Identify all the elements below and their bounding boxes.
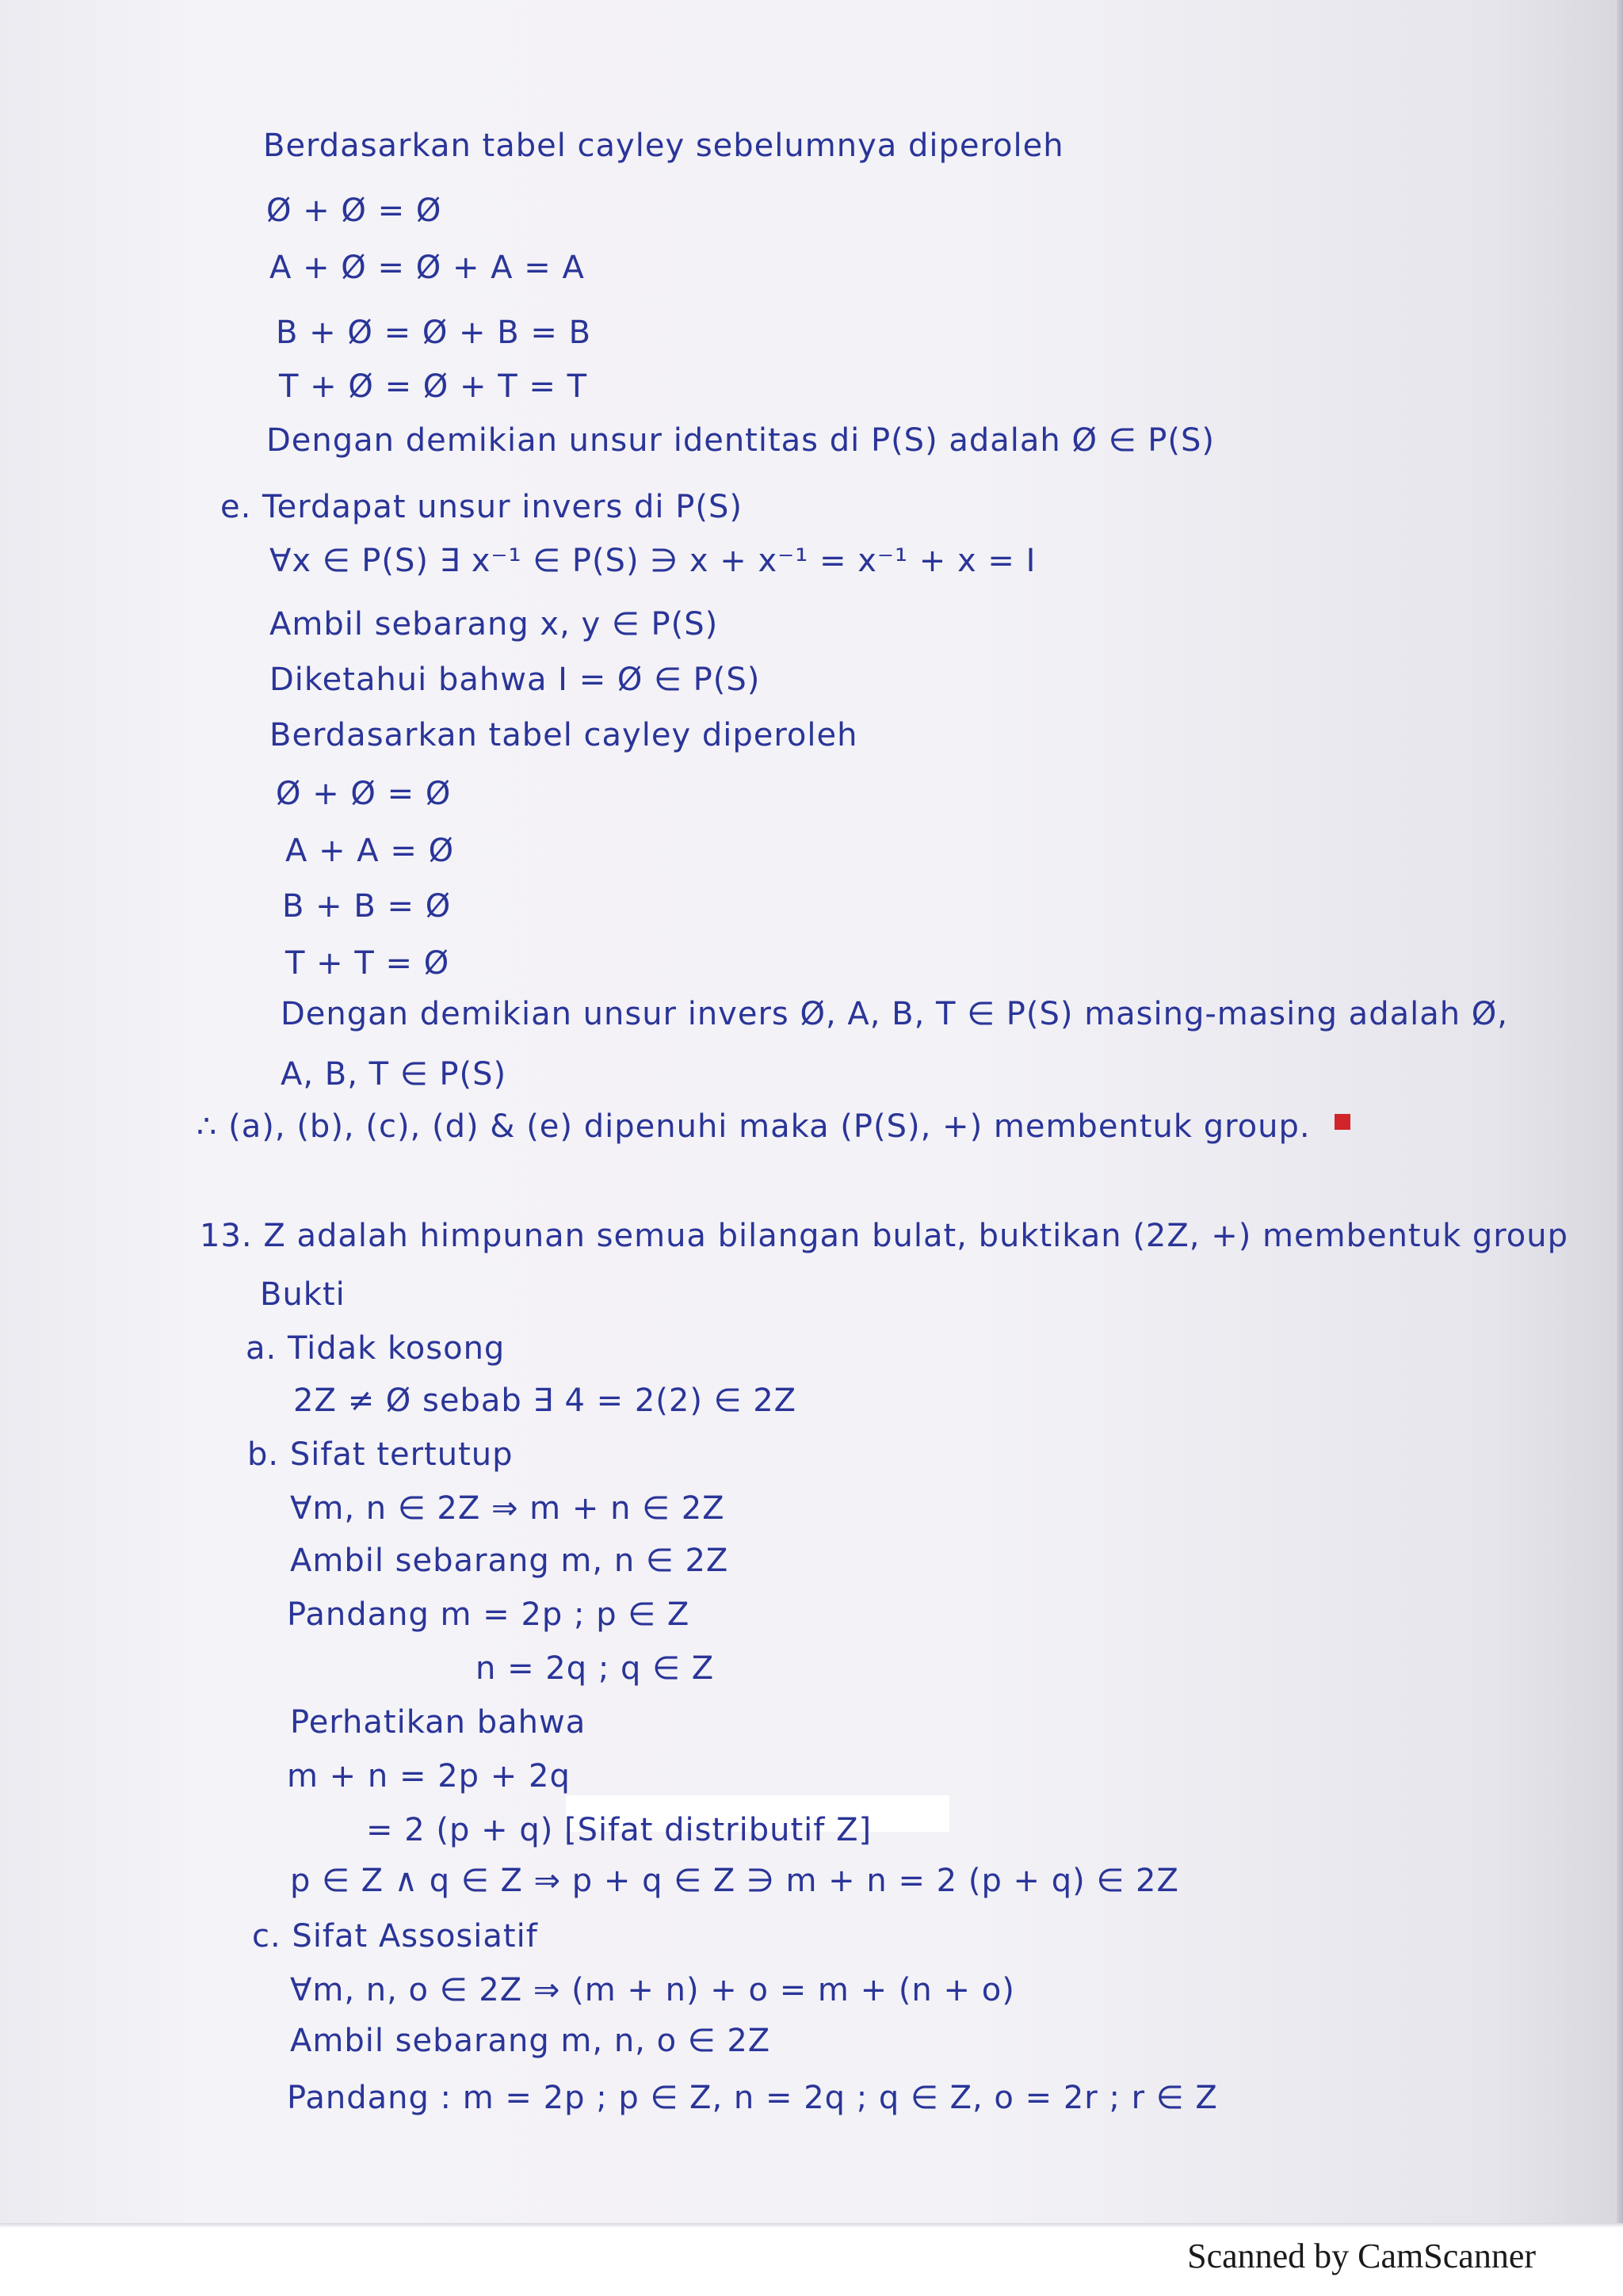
scanner-watermark: Scanned by CamScanner: [1187, 2237, 1536, 2275]
line-associative-definition: ∀m, n, o ∈ 2Z ⇒ (m + n) + o = m + (n + o): [290, 1972, 1015, 2008]
line-identity-t: T + Ø = Ø + T = T: [279, 368, 588, 405]
line-closure-let-m: Pandang m = 2p ; p ∈ Z: [287, 1596, 690, 1633]
line-not-empty-proof: 2Z ≠ Ø sebab ∃ 4 = 2(2) ∈ 2Z: [293, 1383, 797, 1419]
line-inverse-a: A + A = Ø: [285, 833, 455, 869]
heading-b-closure: b. Sifat tertutup: [247, 1436, 514, 1473]
line-observe: Perhatikan bahwa: [290, 1704, 586, 1741]
line-cayley-obtained: Berdasarkan tabel cayley diperoleh: [269, 717, 858, 753]
line-inverse-t: T + T = Ø: [285, 945, 450, 982]
line-closure-let-n: n = 2q ; q ∈ Z: [475, 1650, 715, 1687]
line-identity-b: B + Ø = Ø + B = B: [276, 315, 592, 351]
line-inverse-b: B + B = Ø: [282, 888, 452, 925]
heading-a-not-empty: a. Tidak kosong: [246, 1330, 506, 1367]
red-end-marker: [1335, 1114, 1350, 1130]
heading-c-associative: c. Sifat Assosiatif: [252, 1918, 538, 1955]
line-sum-factored: = 2 (p + q) [Sifat distributif Z]: [366, 1812, 873, 1848]
line-closure-conclusion: p ∈ Z ∧ q ∈ Z ⇒ p + q ∈ Z ∋ m + n = 2 (p + q) ∈ 2Z: [290, 1863, 1179, 1899]
line-cayley-intro: Berdasarkan tabel cayley sebelumnya diperoleh: [263, 128, 1064, 164]
paper-edge: [1617, 0, 1623, 2226]
line-bukti: Bukti: [260, 1276, 346, 1313]
problem-13-statement: 13. Z adalah himpunan semua bilangan bulat, buktikan (2Z, +) membentuk group: [200, 1218, 1569, 1254]
line-closure-definition: ∀m, n ∈ 2Z ⇒ m + n ∈ 2Z: [290, 1490, 725, 1527]
heading-e-inverse: e. Terdapat unsur invers di P(S): [220, 489, 743, 525]
line-closure-take-any: Ambil sebarang m, n ∈ 2Z: [290, 1543, 729, 1579]
line-associative-let: Pandang : m = 2p ; p ∈ Z, n = 2q ; q ∈ Z, o = 2r ; r ∈ Z: [287, 2080, 1218, 2116]
line-inverse-conclusion-cont: A, B, T ∈ P(S): [281, 1056, 507, 1093]
line-group-conclusion: ∴ (a), (b), (c), (d) & (e) dipenuhi maka (P(S), +) membentuk group.: [197, 1108, 1311, 1145]
line-identity-empty: Ø + Ø = Ø: [266, 193, 442, 229]
paper-bottom-edge: [0, 2223, 1623, 2228]
line-sum-expanded: m + n = 2p + 2q: [287, 1758, 571, 1794]
line-inverse-conclusion: Dengan demikian unsur invers Ø, A, B, T ∈ P(S) masing-masing adalah Ø,: [281, 996, 1508, 1032]
line-associative-take-any: Ambil sebarang m, n, o ∈ 2Z: [290, 2023, 771, 2059]
line-identity-conclusion: Dengan demikian unsur identitas di P(S) adalah Ø ∈ P(S): [266, 422, 1215, 459]
line-known-identity: Diketahui bahwa I = Ø ∈ P(S): [269, 662, 761, 698]
line-take-any-xy: Ambil sebarang x, y ∈ P(S): [269, 606, 719, 643]
line-inverse-empty: Ø + Ø = Ø: [276, 776, 452, 812]
line-inverse-definition: ∀x ∈ P(S) ∃ x⁻¹ ∈ P(S) ∋ x + x⁻¹ = x⁻¹ + x = I: [269, 543, 1037, 579]
line-identity-a: A + Ø = Ø + A = A: [269, 250, 585, 286]
